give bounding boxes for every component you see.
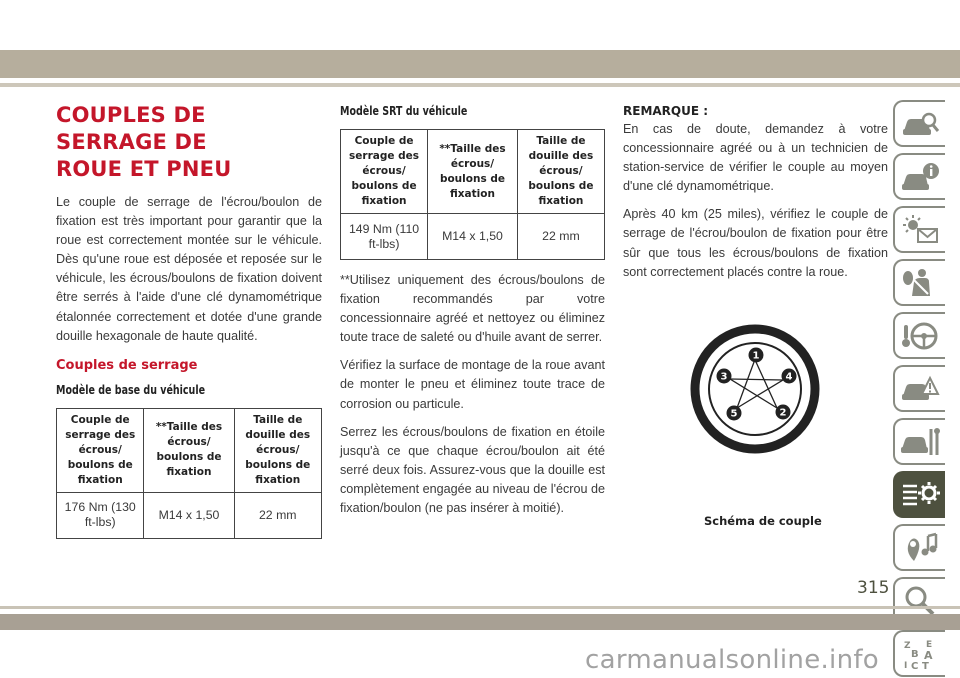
chapter-tabs xyxy=(893,100,945,678)
table-header: Couple de serrage des écrous/ boulons de fixation xyxy=(57,408,144,492)
svg-text:A: A xyxy=(924,648,933,662)
car-emergency-icon xyxy=(900,372,940,406)
figure-caption: Schéma de couple xyxy=(704,514,822,528)
page-number: 315 xyxy=(857,578,890,598)
svg-text:I: I xyxy=(904,660,908,671)
remarque-paragraph-1: En cas de doute, demandez à votre concessionnaire agréé ou à un technicien de station-service de vérifier le couple au moyen d'une clé dynamométrique. xyxy=(623,122,888,194)
column-middle xyxy=(340,104,605,518)
tab-multimedia[interactable] xyxy=(893,524,945,571)
table-header: **Taille des écrous/ boulons de fixation xyxy=(144,408,234,492)
table-cell: 22 mm xyxy=(234,492,321,538)
tighten-paragraph: Serrez les écrous/boulons de fixation en étoile jusqu'à ce que chaque écrou/boulon ait été serré deux fois. Assurez-vous que la douille est complètement engagée au niveau de l'écrou de fixation/boulon (ne pas insérer à moitié). xyxy=(340,424,605,516)
car-tools-icon xyxy=(900,425,940,459)
title-line-1: COUPLES DE SERRAGE DE xyxy=(56,103,207,154)
table-row xyxy=(341,214,605,260)
wheel-illustration xyxy=(690,324,820,454)
table-cell: 176 Nm (130 ft-lbs) xyxy=(57,492,144,538)
stud-label-4: 4 xyxy=(785,371,793,383)
table-srt-caption: Modèle SRT du véhicule xyxy=(340,104,468,118)
tab-alphabetical-index[interactable] xyxy=(893,630,945,677)
tab-specifications[interactable] xyxy=(893,471,945,518)
stud-label-2: 2 xyxy=(779,407,787,419)
tab-emergency[interactable] xyxy=(893,365,945,412)
column-right xyxy=(623,104,888,282)
table-header-row xyxy=(57,408,322,492)
tab-getting-to-know[interactable] xyxy=(893,100,945,147)
tab-warning-lights[interactable] xyxy=(893,206,945,253)
svg-text:B: B xyxy=(911,648,919,660)
steering-key-icon xyxy=(900,319,940,353)
remarque-label: REMARQUE : xyxy=(623,104,709,118)
table-cell: 22 mm xyxy=(517,214,604,260)
table-cell: M14 x 1,50 xyxy=(144,492,234,538)
table-cell: 149 Nm (110 ft-lbs) xyxy=(341,214,428,260)
intro-paragraph: Le couple de serrage de l'écrou/boulon de fixation est très important pour garantir que la roue est correctement montée sur le véhicule. Dès qu'une roue est déposée et reposée sur le véhicule, les écrous/boulons de fixation doivent être serrés à l'aide d'une clé dynamométrique étalonnée correctement et dotée d'une grande douille hexagonale de haute qualité. xyxy=(56,195,322,343)
table-header: Couple de serrage des écrous/ boulons de fixation xyxy=(341,130,428,214)
svg-text:C: C xyxy=(911,660,919,671)
table-header-row xyxy=(341,130,605,214)
tab-servicing[interactable] xyxy=(893,418,945,465)
table-srt xyxy=(340,129,605,260)
tab-safety[interactable] xyxy=(893,259,945,306)
stud-label-5: 5 xyxy=(730,408,738,420)
stud-label-1: 1 xyxy=(752,350,760,362)
multimedia-icon xyxy=(900,531,940,565)
warning-light-message-icon xyxy=(900,213,940,247)
header-band xyxy=(0,50,960,78)
car-info-icon xyxy=(900,160,940,194)
footer-band xyxy=(0,614,960,630)
remarque-paragraph-2: Après 40 km (25 miles), vérifiez le couple de serrage de l'écrou/boulon de fixation pour être sûr que tous les écrous/boulons de fixation sont correctement placés contre la roue. xyxy=(623,207,888,279)
column-left xyxy=(56,102,322,539)
specifications-gear-icon xyxy=(900,478,940,512)
table-header: **Taille des écrous/ boulons de fixation xyxy=(428,130,518,214)
table-base xyxy=(56,408,322,539)
stud-label-3: 3 xyxy=(720,371,728,383)
tab-car-info[interactable] xyxy=(893,153,945,200)
table-row xyxy=(57,492,322,538)
check-surface-paragraph: Vérifiez la surface de montage de la roue avant de monter le pneu et éliminez toute trace de corrosion ou particule. xyxy=(340,358,605,411)
table-header: Taille de douille des écrous/ boulons de fixation xyxy=(234,408,321,492)
svg-text:Z: Z xyxy=(904,640,911,651)
car-magnifier-icon xyxy=(900,107,940,141)
alphabet-index-icon xyxy=(900,637,940,671)
svg-text:E: E xyxy=(926,639,933,650)
title-line-2: ROUE ET PNEU xyxy=(56,157,232,181)
watermark: carmanualsonline.info xyxy=(585,645,880,675)
search-icon xyxy=(900,584,940,618)
subheading-torque: Couples de serrage xyxy=(56,357,198,373)
svg-text:T: T xyxy=(922,660,929,671)
table-base-caption: Modèle de base du véhicule xyxy=(56,382,206,397)
page-title xyxy=(56,102,322,183)
tab-starting-operating[interactable] xyxy=(893,312,945,359)
table-header: Taille de douille des écrous/ boulons de fixation xyxy=(517,130,604,214)
table-cell: M14 x 1,50 xyxy=(428,214,518,260)
torque-pattern-diagram xyxy=(690,324,820,454)
airbag-seatbelt-icon xyxy=(900,266,940,300)
note-paragraph: **Utilisez uniquement des écrous/boulons de fixation recommandés par votre concessionnaire agréé et nettoyez ou éliminez toute trace de saleté ou d'huile avant de serrer. xyxy=(340,273,605,345)
